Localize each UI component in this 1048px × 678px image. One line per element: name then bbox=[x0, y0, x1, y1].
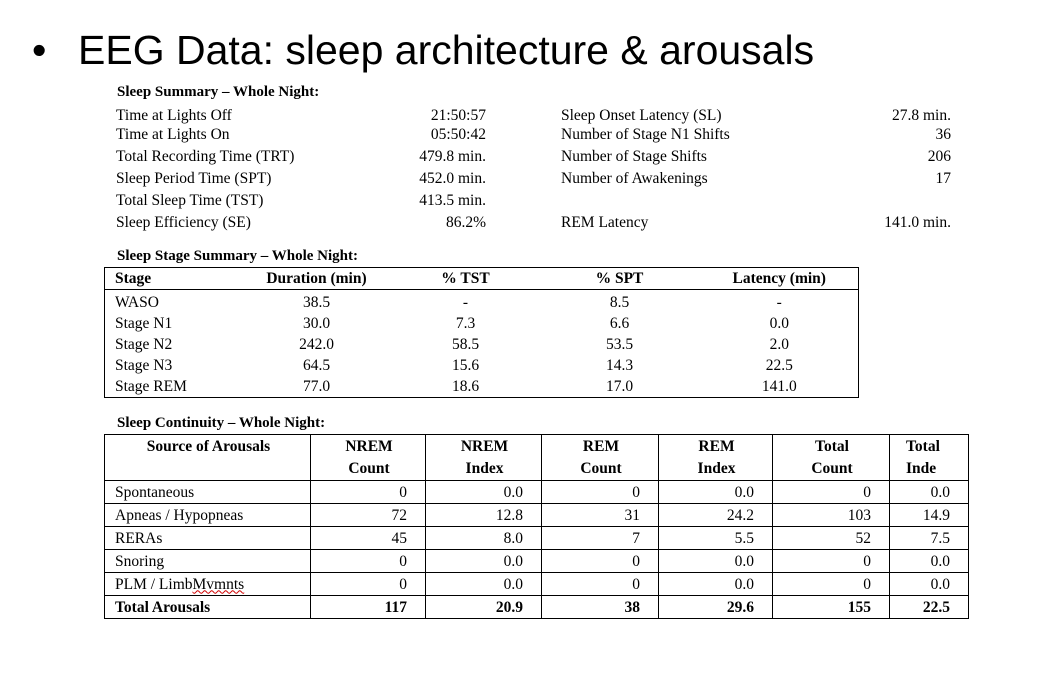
sleep-continuity-table bbox=[104, 434, 969, 619]
table-cell: 0 bbox=[311, 550, 426, 573]
column-header: NREM Index bbox=[426, 435, 542, 481]
summary-value: 413.5 min. bbox=[419, 192, 486, 209]
table-cell: 72 bbox=[311, 504, 426, 527]
column-header: Total Inde bbox=[906, 438, 940, 477]
table-row bbox=[105, 504, 969, 527]
table-cell: Stage REM bbox=[115, 378, 187, 395]
table-cell: 0.0 bbox=[659, 573, 773, 596]
table-cell: - bbox=[776, 294, 782, 311]
summary-label-2: REM Latency bbox=[561, 214, 649, 231]
summary-row bbox=[116, 147, 956, 167]
table-row bbox=[105, 355, 859, 376]
summary-value: 479.8 min. bbox=[419, 148, 486, 165]
table-cell: 5.5 bbox=[659, 527, 773, 550]
table-cell: 0 bbox=[773, 573, 890, 596]
table-cell: 103 bbox=[773, 504, 890, 527]
table-cell: 0 bbox=[311, 481, 426, 504]
table-cell: 2.0 bbox=[769, 336, 789, 353]
table-row bbox=[105, 481, 969, 504]
table-cell: 22.5 bbox=[765, 357, 793, 374]
table-cell: 155 bbox=[773, 596, 890, 619]
table-row bbox=[105, 313, 859, 334]
table-cell: 14.3 bbox=[605, 357, 634, 374]
table-cell: 53.5 bbox=[605, 336, 634, 353]
table-cell: PLM / LimbMvmnts bbox=[105, 573, 311, 596]
table-cell: 29.6 bbox=[659, 596, 773, 619]
slide-title-text: EEG Data: sleep architecture & arousals bbox=[78, 27, 815, 73]
table-header-row bbox=[105, 268, 859, 290]
table-cell: 0 bbox=[773, 550, 890, 573]
column-header: % SPT bbox=[595, 270, 644, 287]
summary-label: Time at Lights On bbox=[116, 126, 230, 143]
table-cell: Stage N2 bbox=[115, 336, 173, 353]
table-cell: Stage N1 bbox=[115, 315, 173, 332]
table-cell: 8.0 bbox=[426, 527, 542, 550]
table-cell: 0.0 bbox=[890, 550, 969, 573]
table-cell: 31 bbox=[542, 504, 659, 527]
table-total-row bbox=[105, 596, 969, 619]
sleep-stage-summary-heading: Sleep Stage Summary – Whole Night: bbox=[117, 248, 358, 264]
summary-row bbox=[116, 191, 956, 211]
table-cell: Spontaneous bbox=[105, 481, 311, 504]
summary-label: Total Sleep Time (TST) bbox=[116, 192, 264, 209]
sleep-summary-heading: Sleep Summary – Whole Night: bbox=[117, 84, 320, 100]
summary-label-2: Number of Awakenings bbox=[561, 170, 708, 187]
table-cell: RERAs bbox=[105, 527, 311, 550]
summary-label: Sleep Period Time (SPT) bbox=[116, 170, 272, 187]
table-cell: WASO bbox=[115, 294, 159, 311]
table-cell: 242.0 bbox=[299, 336, 334, 353]
table-cell: 0 bbox=[542, 481, 659, 504]
summary-value-2: 17 bbox=[935, 170, 951, 187]
table-cell: 0.0 bbox=[426, 481, 542, 504]
table-cell: 58.5 bbox=[451, 336, 480, 353]
sleep-stage-table bbox=[104, 267, 859, 398]
summary-label-2: Sleep Onset Latency (SL) bbox=[561, 107, 722, 124]
spellcheck-word: Mvmnts bbox=[192, 575, 245, 593]
table-cell: 7.5 bbox=[890, 527, 969, 550]
column-header: Latency (min) bbox=[732, 270, 826, 287]
table-cell: Snoring bbox=[105, 550, 311, 573]
column-header: Source of Arousals bbox=[105, 435, 311, 481]
table-header-row bbox=[105, 435, 969, 481]
summary-row bbox=[116, 106, 956, 126]
table-cell: Apneas / Hypopneas bbox=[105, 504, 311, 527]
summary-value: 86.2% bbox=[445, 214, 486, 231]
summary-value: 452.0 min. bbox=[419, 170, 486, 187]
column-header: REM Count bbox=[542, 435, 659, 481]
table-cell: 7 bbox=[542, 527, 659, 550]
column-header: Duration (min) bbox=[266, 270, 367, 287]
table-cell: 64.5 bbox=[302, 357, 331, 374]
table-cell: 0 bbox=[542, 573, 659, 596]
table-cell: 0.0 bbox=[659, 481, 773, 504]
column-header: Total Count bbox=[773, 435, 890, 481]
table-cell: 77.0 bbox=[302, 378, 331, 395]
column-header: NREM Count bbox=[311, 435, 426, 481]
summary-value-2: 36 bbox=[935, 126, 951, 143]
table-row bbox=[105, 573, 969, 596]
table-cell: 0.0 bbox=[769, 315, 789, 332]
table-cell: 141.0 bbox=[761, 378, 797, 395]
table-cell: 45 bbox=[311, 527, 426, 550]
table-cell: 20.9 bbox=[426, 596, 542, 619]
sleep-continuity-heading: Sleep Continuity – Whole Night: bbox=[117, 415, 326, 431]
summary-label-2: Number of Stage N1 Shifts bbox=[561, 126, 730, 143]
table-cell: - bbox=[462, 294, 469, 311]
summary-label: Sleep Efficiency (SE) bbox=[116, 214, 251, 231]
summary-label-2: Number of Stage Shifts bbox=[561, 148, 707, 165]
table-cell: 38 bbox=[542, 596, 659, 619]
table-cell: 14.9 bbox=[890, 504, 969, 527]
table-cell: 0 bbox=[311, 573, 426, 596]
table-cell: 0.0 bbox=[426, 550, 542, 573]
table-row bbox=[105, 527, 969, 550]
table-row bbox=[105, 290, 859, 314]
column-header: % TST bbox=[441, 270, 490, 287]
table-cell: 18.6 bbox=[451, 378, 480, 395]
table-cell: 0.0 bbox=[890, 573, 969, 596]
table-cell: 8.5 bbox=[609, 294, 630, 311]
summary-value-2: 141.0 min. bbox=[884, 214, 951, 231]
summary-value-2: 27.8 min. bbox=[892, 107, 951, 124]
table-cell: 0.0 bbox=[890, 481, 969, 504]
table-cell: 0.0 bbox=[659, 550, 773, 573]
summary-value-2: 206 bbox=[927, 148, 951, 165]
table-row bbox=[105, 334, 859, 355]
summary-label: Total Recording Time (TRT) bbox=[116, 148, 295, 165]
table-row bbox=[105, 550, 969, 573]
column-header: Stage bbox=[115, 270, 152, 287]
table-cell: 22.5 bbox=[890, 596, 969, 619]
table-cell: 30.0 bbox=[302, 315, 331, 332]
summary-row bbox=[116, 169, 956, 189]
table-cell: 7.3 bbox=[455, 315, 476, 332]
column-header: REM Index bbox=[659, 435, 773, 481]
table-cell: Stage N3 bbox=[115, 357, 173, 374]
summary-label: Time at Lights Off bbox=[116, 107, 232, 124]
table-cell: 117 bbox=[311, 596, 426, 619]
slide-title bbox=[32, 22, 814, 78]
table-cell: 24.2 bbox=[659, 504, 773, 527]
summary-value: 21:50:57 bbox=[430, 107, 486, 124]
table-cell: 12.8 bbox=[426, 504, 542, 527]
table-cell: 15.6 bbox=[451, 357, 480, 374]
bullet-icon: • bbox=[32, 27, 47, 73]
table-cell: 38.5 bbox=[302, 294, 331, 311]
table-cell: Total Arousals bbox=[105, 596, 311, 619]
table-row bbox=[105, 376, 859, 398]
summary-value: 05:50:42 bbox=[430, 126, 486, 143]
table-cell: 0 bbox=[773, 481, 890, 504]
table-cell: 17.0 bbox=[605, 378, 634, 395]
summary-row bbox=[116, 213, 956, 233]
table-cell: 0.0 bbox=[426, 573, 542, 596]
table-cell: 0 bbox=[542, 550, 659, 573]
summary-row bbox=[116, 125, 956, 145]
table-cell: 6.6 bbox=[609, 315, 630, 332]
table-cell: 52 bbox=[773, 527, 890, 550]
